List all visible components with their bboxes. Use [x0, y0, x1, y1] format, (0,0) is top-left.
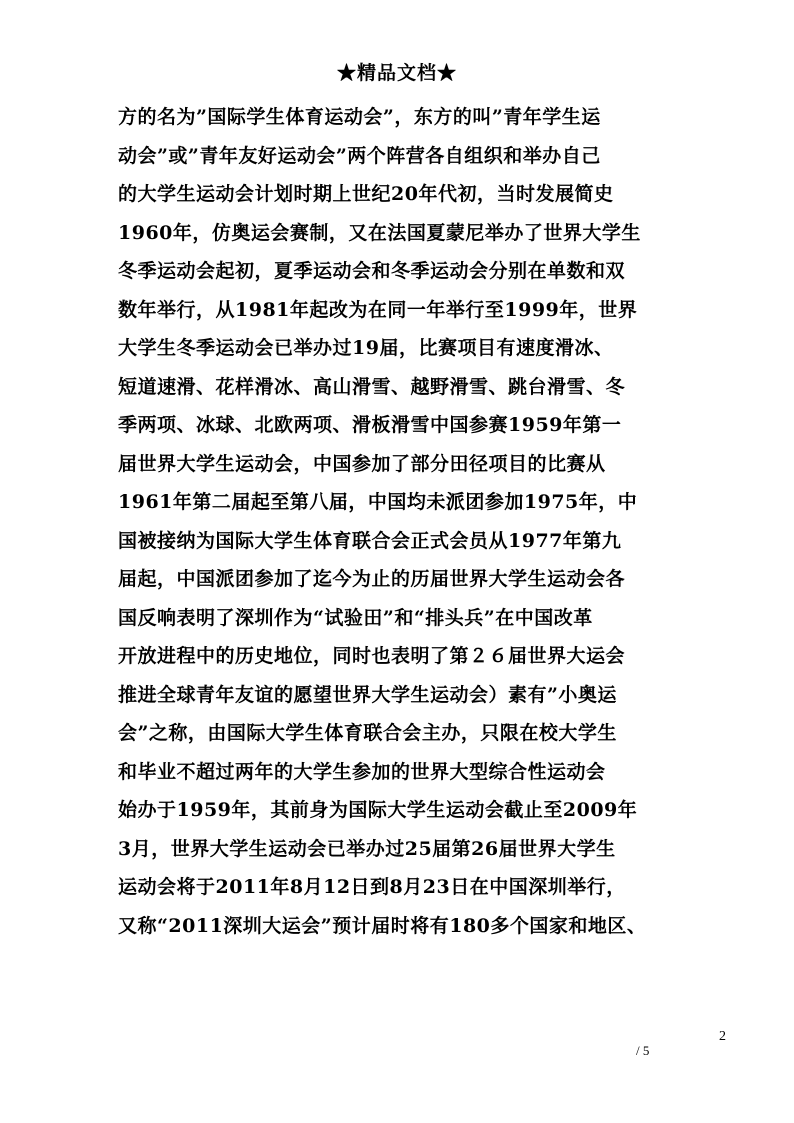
text-line: 国被接纳为国际大学生体育联合会正式会员从1977年第九 — [118, 529, 622, 552]
page-total: / 5 — [636, 1043, 650, 1058]
page-header: ★精品文档★ — [336, 62, 457, 84]
text-line: 和毕业不超过两年的大学生参加的世界大型综合性运动会 — [118, 760, 606, 783]
text-line: 开放进程中的历史地位，同时也表明了第２６届世界大运会 — [118, 645, 626, 667]
text-line: 会”之称，由国际大学生体育联合会主办，只限在校大学生 — [118, 722, 617, 744]
text-line: 方的名为”国际学生体育运动会”，东方的叫”青年学生运 — [118, 106, 601, 128]
text-line: 1961年第二届起至第八届，中国均未派团参加1975年，中 — [118, 491, 638, 513]
text-line: 1960年，仿奥运会赛制，又在法国夏蒙尼举办了世界大学生 — [118, 221, 641, 244]
text-line: 届世界大学生运动会，中国参加了部分田径项目的比赛从 — [118, 452, 606, 475]
text-line: 届起，中国派团参加了迄今为止的历届世界大学生运动会各 — [118, 568, 626, 590]
text-line: 运动会将于2011年8月12日到8月23日在中国深圳举行， — [118, 876, 626, 898]
text-line: 季两项、冰球、北欧两项、滑板滑雪中国参赛1959年第一 — [118, 414, 622, 436]
page-number: 2 — [719, 1029, 726, 1044]
text-line: 动会”或”青年友好运动会”两个阵营各自组织和举办自己 — [118, 144, 601, 167]
text-line: 始办于1959年，其前身为国际大学生运动会截止至2009年 — [118, 799, 638, 821]
text-line: 又称“2011深圳大运会”预计届时将有180多个国家和地区、 — [118, 914, 647, 937]
document-body — [118, 98, 698, 945]
text-line: 3月，世界大学生运动会已举办过25届第26届世界大学生 — [118, 837, 616, 860]
text-line: 大学生冬季运动会已举办过19届，比赛项目有速度滑冰、 — [118, 337, 614, 359]
text-line: 冬季运动会起初，夏季运动会和冬季运动会分别在单数和双 — [118, 260, 626, 282]
text-line: 推进全球青年友谊的愿望世界大学生运动会）素有”小奥运 — [118, 683, 617, 706]
text-line: 短道速滑、花样滑冰、高山滑雪、越野滑雪、跳台滑雪、冬 — [118, 375, 626, 398]
text-line: 的大学生运动会计划时期上世纪20年代初，当时发展简史 — [118, 183, 614, 205]
text-line: 数年举行，从1981年起改为在同一年举行至1999年，世界 — [118, 298, 638, 321]
text-line: 国反响表明了深圳作为“试验田”和“排头兵”在中国改革 — [118, 606, 593, 629]
